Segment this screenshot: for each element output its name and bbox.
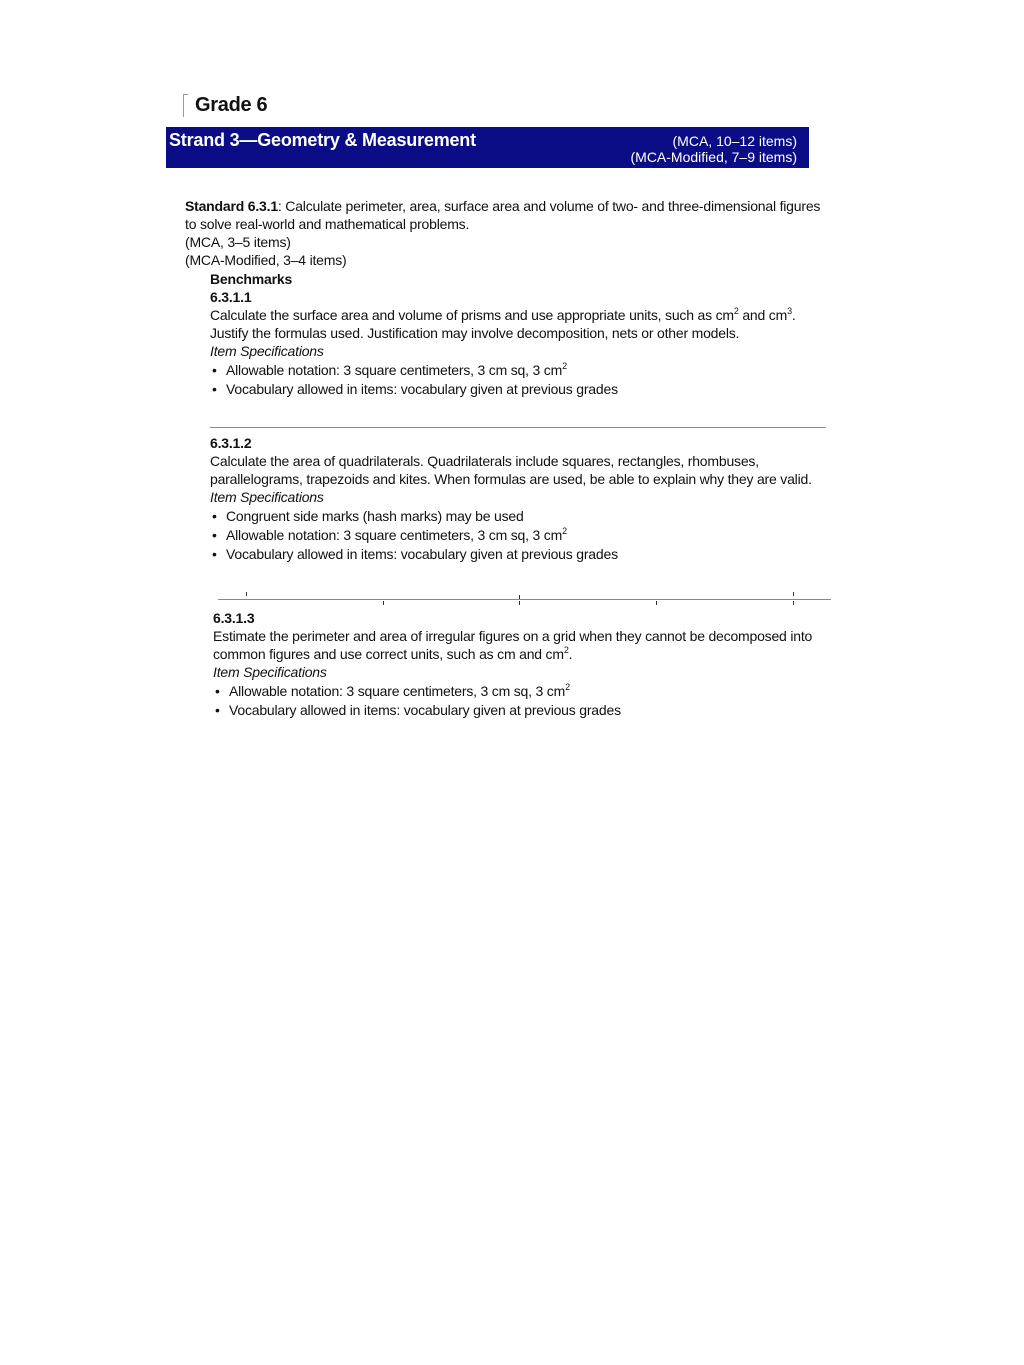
strand-mca-count: (MCA, 10–12 items) xyxy=(672,133,797,149)
benchmark-code: 6.3.1.2 xyxy=(210,435,252,451)
standard-mca-count: (MCA, 3–5 items) xyxy=(185,234,291,250)
benchmark-code: 6.3.1.1 xyxy=(210,289,252,305)
strand-item-counts xyxy=(631,133,798,165)
benchmark-code: 6.3.1.3 xyxy=(213,610,255,626)
list-item-text: Vocabulary allowed in items: vocabulary given at previous grades xyxy=(226,546,618,562)
divider-tick xyxy=(383,601,384,605)
list-item-text: Vocabulary allowed in items: vocabulary given at previous grades xyxy=(226,381,618,397)
divider-tick xyxy=(246,592,247,596)
superscript: 2 xyxy=(733,306,739,316)
divider-tick xyxy=(656,601,657,605)
list-item xyxy=(210,526,830,544)
divider-tick xyxy=(793,601,794,605)
benchmark-text-part: . Justify the formulas used. Justification may involve decomposition, nets or other models. xyxy=(210,307,796,341)
standard-mca-modified-count: (MCA-Modified, 3–4 items) xyxy=(185,252,347,268)
superscript: 2 xyxy=(563,645,569,655)
list-item xyxy=(210,380,830,398)
divider-tick xyxy=(519,601,520,605)
benchmarks-heading: Benchmarks xyxy=(210,271,293,287)
benchmark-6-3-1-3 xyxy=(213,609,833,719)
standard-statement xyxy=(185,197,825,233)
grade-title: Grade 6 xyxy=(195,94,268,116)
divider-tick xyxy=(519,595,520,599)
list-item-text: Congruent side marks (hash marks) may be used xyxy=(226,508,524,524)
benchmark-text-part: Estimate the perimeter and area of irregular figures on a grid when they cannot be decomposed into common figures and use correct units, such as cm and cm xyxy=(213,628,813,662)
benchmark-text xyxy=(213,627,833,663)
list-item-text: Vocabulary allowed in items: vocabulary given at previous grades xyxy=(229,702,621,718)
item-specifications-label: Item Specifications xyxy=(210,343,324,359)
benchmark-text: Calculate the area of quadrilaterals. Quadrilaterals include squares, rectangles, rhombuses, parallelograms, trapezoids and kites. When formulas are used, be able to explain why they are valid. xyxy=(210,453,812,487)
item-specifications-label: Item Specifications xyxy=(213,664,327,680)
grade-corner-mark xyxy=(183,94,188,117)
list-item xyxy=(213,682,833,700)
benchmark-6-3-1-1 xyxy=(210,270,830,398)
list-item-text: Allowable notation: 3 square centimeters, 3 cm sq, 3 cm xyxy=(226,362,563,378)
list-item xyxy=(210,361,830,379)
benchmark-text-part: . xyxy=(568,646,573,662)
benchmark-text-part: Calculate the surface area and volume of prisms and use appropriate units, such as cm xyxy=(210,307,734,323)
list-item xyxy=(210,545,830,563)
list-item-text: Allowable notation: 3 square centimeters, 3 cm sq, 3 cm xyxy=(226,527,563,543)
standard-label: Standard 6.3.1 xyxy=(185,198,278,214)
strand-mca-modified-count: (MCA-Modified, 7–9 items) xyxy=(630,149,797,165)
strand-banner xyxy=(166,127,809,168)
list-item-text: Allowable notation: 3 square centimeters, 3 cm sq, 3 cm xyxy=(229,683,566,699)
benchmark-6-3-1-2 xyxy=(210,434,830,563)
benchmark-divider xyxy=(218,599,831,600)
superscript: 2 xyxy=(562,526,567,536)
list-item xyxy=(213,701,833,719)
item-spec-list xyxy=(210,361,830,398)
item-specifications-label: Item Specifications xyxy=(210,489,324,505)
divider-tick xyxy=(793,592,794,596)
strand-title: Strand 3—Geometry & Measurement xyxy=(169,130,476,150)
benchmark-text xyxy=(210,306,830,342)
superscript: 2 xyxy=(562,361,567,371)
item-spec-list xyxy=(210,507,830,563)
standard-text: : Calculate perimeter, area, surface area and volume of two- and three-dimensional figures to solve real-world and mathematical problems. xyxy=(185,198,821,232)
standard-block xyxy=(185,197,825,269)
item-spec-list xyxy=(213,682,833,719)
list-item xyxy=(210,507,830,525)
benchmark-text-part: and cm xyxy=(738,307,788,323)
benchmark-divider xyxy=(210,427,826,428)
superscript: 3 xyxy=(787,306,792,316)
superscript: 2 xyxy=(565,682,570,692)
